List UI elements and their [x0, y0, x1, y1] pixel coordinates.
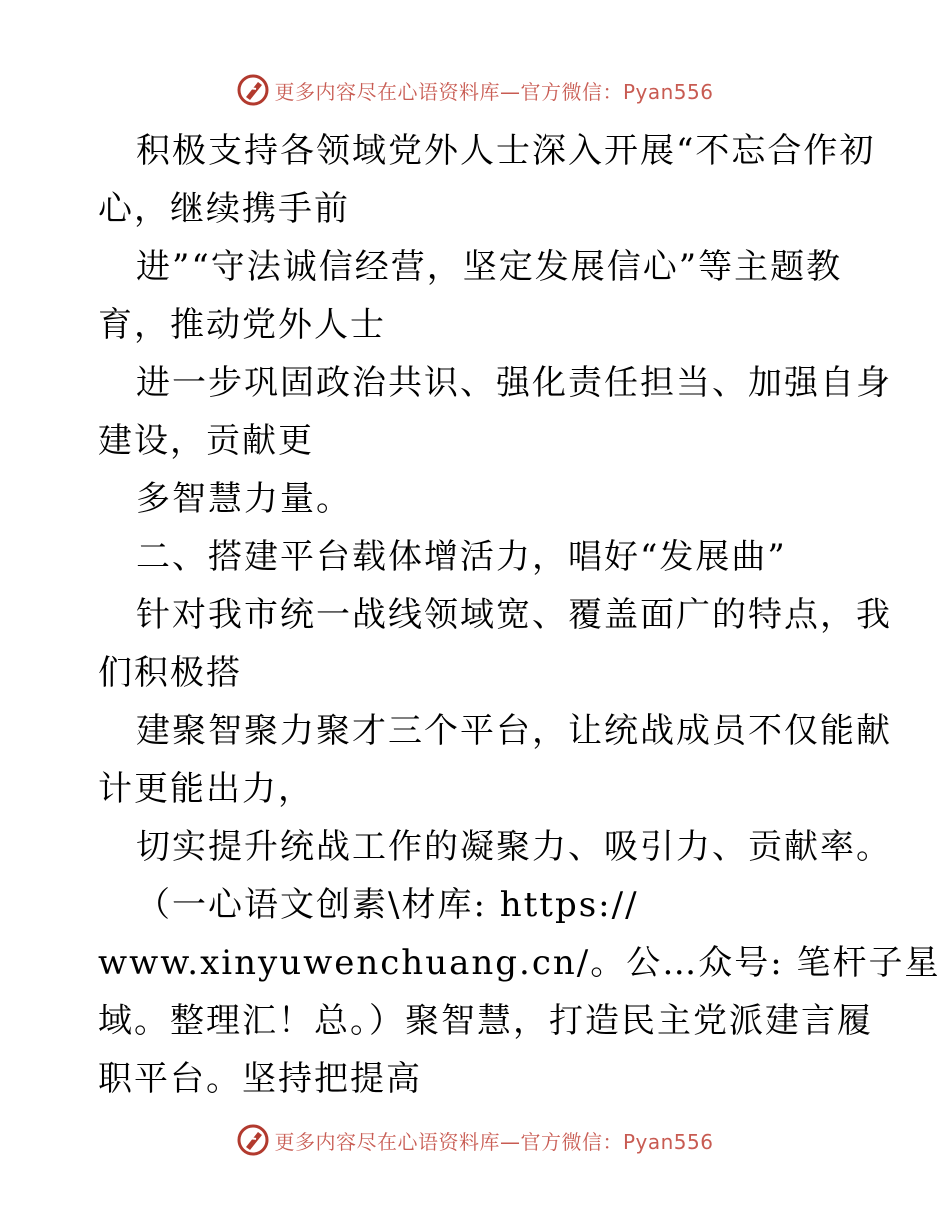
body-line: 计更能出力， [98, 769, 314, 809]
body-line: 进”“守法诚信经营，坚定发展信心”等主题教 [136, 247, 843, 287]
body-line: 积极支持各领域党外人士深入开展“不忘合作初 [136, 131, 876, 171]
body-line: 职平台。坚持把提高 [98, 1059, 422, 1099]
body-line: （一心语文创素\材库: https:// [136, 885, 639, 925]
body-line: 域。整理汇！总。）聚智慧，打造民主党派建言履 [98, 1001, 873, 1041]
body-line: 心，继续携手前 [98, 189, 350, 229]
red-circle-pen-logo-icon [236, 1123, 270, 1157]
body-line: 育，推动党外人士 [98, 305, 386, 345]
body-line: 们积极搭 [98, 653, 242, 693]
body-line: www.xinyuwenchuang.cn/。公…众号: 笔杆子星 [98, 943, 941, 983]
footer-banner [0, 1120, 950, 1160]
footer-banner-text: 更多内容尽在心语资料库—官方微信：Pyan556 [274, 1129, 714, 1154]
body-line: 针对我市统一战线领域宽、覆盖面广的特点，我 [136, 595, 892, 635]
body-line: 切实提升统战工作的凝聚力、吸引力、贡献率。 [136, 827, 892, 867]
header-banner [0, 70, 950, 110]
red-circle-pen-logo-icon [236, 73, 270, 107]
document-body [98, 122, 941, 1108]
body-line: 进一步巩固政治共识、强化责任担当、加强自身 [136, 363, 892, 403]
section-heading: 二、搭建平台载体增活力，唱好“发展曲” [136, 537, 787, 577]
body-line: 建设，贡献更 [98, 421, 314, 461]
body-line: 多智慧力量。 [136, 479, 352, 519]
header-banner-text: 更多内容尽在心语资料库—官方微信：Pyan556 [274, 79, 714, 104]
body-line: 建聚智聚力聚才三个平台，让统战成员不仅能献 [136, 711, 892, 751]
